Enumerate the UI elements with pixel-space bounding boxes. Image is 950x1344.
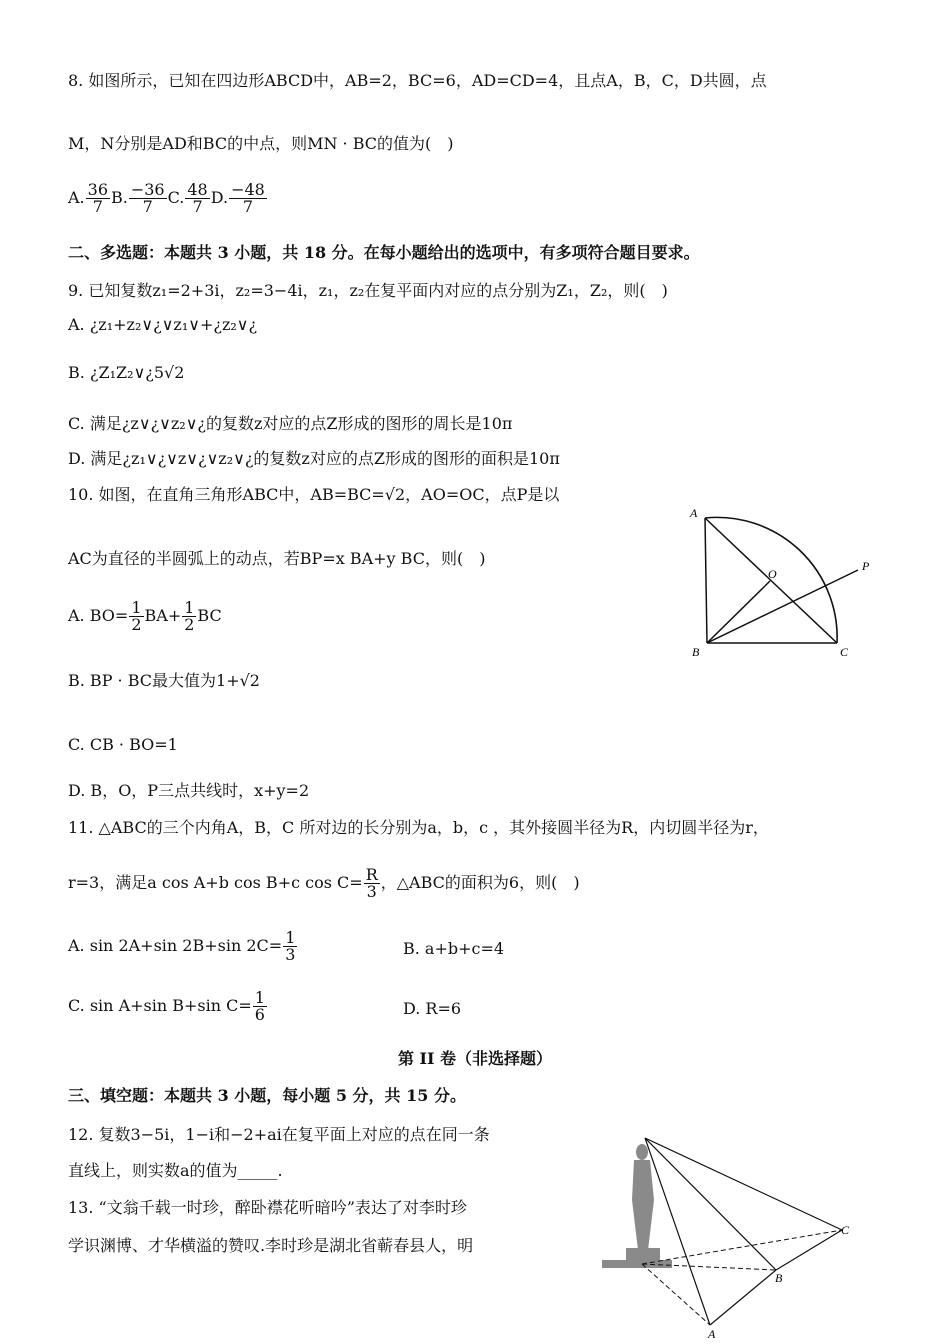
q8-option-b: B. $\frac{-36}{7}$ [111, 180, 165, 216]
statue-image [602, 1144, 672, 1268]
q10-label-o: O [768, 567, 777, 581]
section-2-title: 二、多选题：本题共 3 小题，共 18 分。在每小题给出的选项中，有多项符合题目要求。 [68, 243, 700, 262]
q8-option-a: A. $\frac{36}{7}$ [68, 180, 108, 216]
q9-option-b: B. ¿Z₁Z₂∨¿5√2 [68, 363, 185, 382]
q9-option-d: D. 满足¿z₁∨¿∨z∨¿∨z₂∨¿的复数z对应的点Z形成的图形的面积是10π [68, 449, 560, 468]
q8-stem-line2: M，N分别是AD和BC的中点，则MN · BC的值为( ) [68, 134, 454, 153]
q13-stem-line1: 13. “文翁千载一时珍，醉卧襟花听暗吟”表达了对李时珍 [68, 1198, 467, 1217]
q11-option-a: A. sin 2A+sin 2B+sin 2C= $\frac{1}{3}$ [68, 928, 296, 964]
q10-label-b: B [692, 645, 700, 659]
q13-figure [598, 1130, 868, 1340]
q10-option-a: A. BO= $\frac{1}{2}$ BA+ $\frac{1}{2}$ BC [68, 598, 222, 634]
part-2-title: 第 II 卷（非选择题） [397, 1049, 553, 1068]
q11-option-d: D. R=6 [403, 999, 462, 1018]
q11-option-b: B. a+b+c=4 [403, 939, 505, 958]
q13-label-b: B [775, 1271, 783, 1285]
q13-label-a: A [708, 1327, 716, 1340]
q8-option-d: D. $\frac{-48}{7}$ [210, 180, 265, 216]
q8-option-c: C. $\frac{48}{7}$ [167, 180, 208, 216]
q9-option-c: C. 满足¿z∨¿∨z₂∨¿的复数z对应的点Z形成的图形的周长是10π [68, 414, 513, 433]
q11-stem-line1: 11. △ABC的三个内角A，B，C 所对边的长分别为a，b，c ，其外接圆半径为R，内切圆半径为r， [68, 818, 769, 837]
section-3-title: 三、填空题：本题共 3 小题，每小题 5 分，共 15 分。 [68, 1086, 466, 1105]
q13-label-c: C [841, 1223, 850, 1237]
q11-stem-line2: r=3，满足a cos A+b cos B+c cos C= $\frac{R}{3}$ ，△ABC的面积为6，则( ) [68, 865, 580, 901]
q9-option-a: A. ¿z₁+z₂∨¿∨z₁∨+¿z₂∨¿ [68, 315, 258, 334]
q10-figure [680, 498, 880, 663]
q12-stem-line1: 12. 复数3−5i，1−i和−2+ai在复平面上对应的点在同一条 [68, 1125, 490, 1144]
q10-label-c: C [840, 645, 849, 659]
q8-stem-line1: 8. 如图所示，已知在四边形ABCD中，AB=2，BC=6，AD=CD=4，且点A，B，C，D共圆，点 [68, 71, 767, 90]
q11-option-c: C. sin A+sin B+sin C= $\frac{1}{6}$ [68, 988, 265, 1024]
q10-stem-line1: 10. 如图，在直角三角形ABC中，AB=BC=√2，AO=OC，点P是以 [68, 485, 560, 504]
q10-option-d: D. B，O，P三点共线时，x+y=2 [68, 781, 310, 800]
q10-option-c: C. CB · BO=1 [68, 735, 178, 754]
q10-label-p: P [862, 559, 870, 573]
q9-stem: 9. 已知复数z₁=2+3i，z₂=3−4i，z₁，z₂在复平面内对应的点分别为Z₁，Z₂，则( ) [68, 281, 668, 300]
q12-stem-line2: 直线上，则实数a的值为_____. [68, 1161, 283, 1180]
q10-option-b: B. BP · BC最大值为1+√2 [68, 671, 260, 690]
q10-segment-bp [707, 570, 858, 643]
q10-stem-line2: AC为直径的半圆弧上的动点，若BP=x BA+y BC，则( ) [68, 549, 486, 568]
q8-options [68, 182, 268, 215]
q13-stem-line2: 学识渊博、才华横溢的赞叹.李时珍是湖北省蕲春县人，明 [68, 1236, 474, 1255]
q10-segment-ab [705, 518, 707, 643]
q10-segment-bo [707, 581, 770, 643]
q10-label-a: A [690, 506, 698, 520]
